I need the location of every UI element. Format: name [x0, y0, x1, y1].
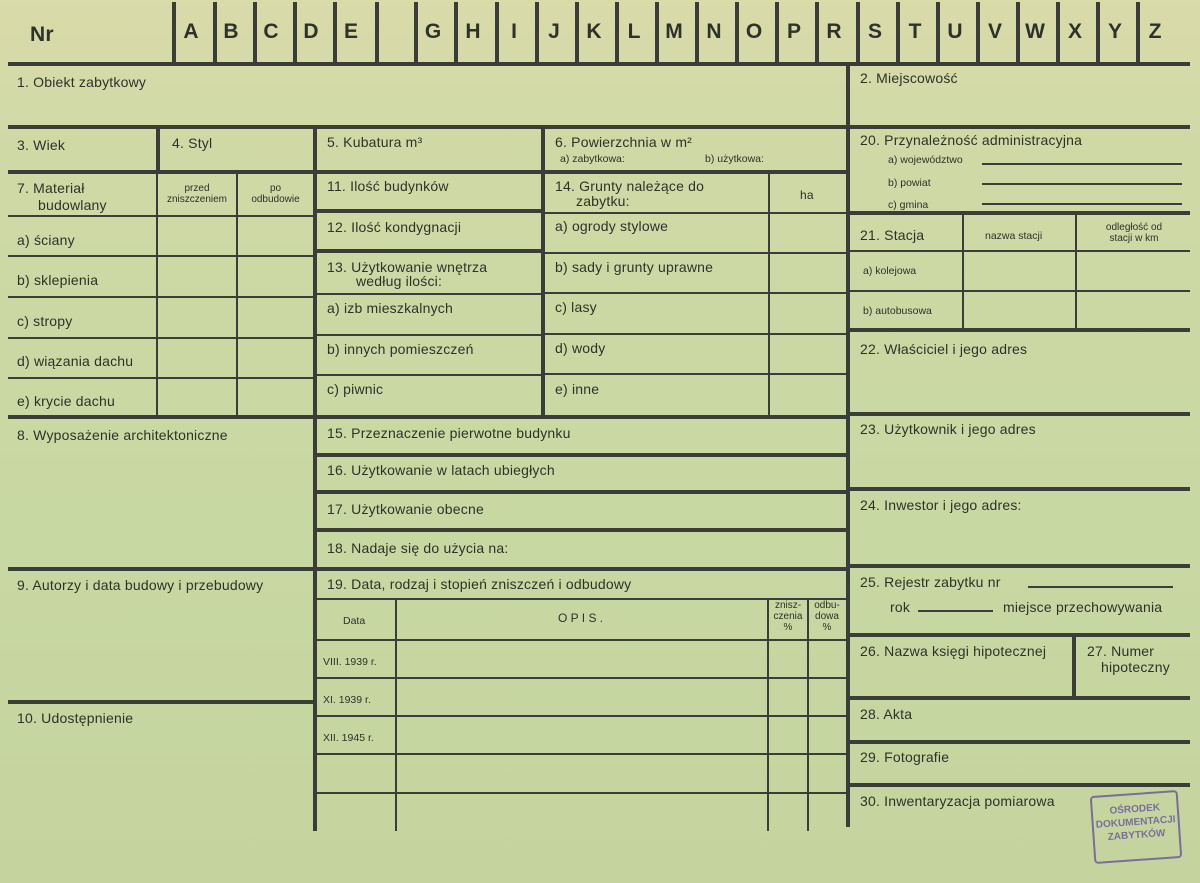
index-letter-b: B	[223, 20, 239, 43]
index-letter-s: S	[867, 20, 882, 43]
field-6b: b) użytkowa:	[705, 153, 764, 165]
field-22-wlasciciel: 22. Właściciel i jego adres	[860, 341, 1028, 357]
index-separator	[375, 2, 379, 62]
nr-label: Nr	[30, 23, 54, 46]
stamp-line-2: DOKUMENTACJI	[1095, 814, 1176, 831]
index-letter-k: K	[586, 20, 602, 43]
field-9-autorzy: 9. Autorzy i data budowy i przebudowy	[17, 577, 264, 593]
index-letter-j: J	[548, 20, 560, 43]
field-4-styl: 4. Styl	[172, 135, 213, 151]
index-separator	[454, 2, 458, 62]
col-zniszczenia-l2: czenia	[773, 611, 803, 622]
field-8-wyposazenie: 8. Wyposażenie architektoniczne	[17, 427, 228, 443]
index-separator	[815, 2, 819, 62]
index-separator	[535, 2, 539, 62]
field-20b: b) powiat	[888, 177, 931, 189]
index-letter-g: G	[424, 20, 442, 43]
index-separator	[253, 2, 257, 62]
index-separator	[213, 2, 217, 62]
stamp-line-1: OŚRODEK	[1109, 802, 1161, 817]
index-letter-h: H	[465, 20, 481, 43]
field-2-miejscowosc: 2. Miejscowość	[860, 70, 958, 86]
index-letter-u: U	[947, 20, 963, 43]
index-separator	[1096, 2, 1100, 62]
field-28-akta: 28. Akta	[860, 706, 913, 722]
index-separator	[414, 2, 418, 62]
index-letter-r: R	[826, 20, 842, 43]
index-letter-t: T	[908, 20, 922, 43]
index-separator	[655, 2, 659, 62]
field-14-l1: 14. Grunty należące do	[555, 178, 705, 194]
field-27-l1: 27. Numer	[1087, 643, 1155, 659]
field-21a: a) kolejowa	[863, 265, 917, 277]
index-letter-c: C	[263, 20, 279, 43]
field-20a: a) województwo	[888, 154, 963, 166]
field-7a: a) ściany	[17, 232, 75, 248]
field-7b: b) sklepienia	[17, 272, 99, 288]
field-21b: b) autobusowa	[863, 305, 932, 317]
field-15-przeznaczenie: 15. Przeznaczenie pierwotne budynku	[327, 425, 571, 441]
field-7c: c) stropy	[17, 313, 73, 329]
col-po-l2: odbudowie	[251, 194, 300, 205]
field-14d: d) wody	[555, 340, 606, 356]
index-separator	[936, 2, 940, 62]
field-13b: b) innych pomieszczeń	[327, 341, 474, 357]
index-separator	[1136, 2, 1140, 62]
index-letter-m: M	[665, 20, 683, 43]
field-13c: c) piwnic	[327, 381, 384, 397]
field-27-l2: hipoteczny	[1101, 659, 1170, 675]
index-letter-e: E	[343, 20, 358, 43]
field-29-fotografie: 29. Fotografie	[860, 749, 950, 765]
index-letter-y: Y	[1107, 20, 1122, 43]
field-13a: a) izb mieszkalnych	[327, 300, 453, 316]
field-20c: c) gmina	[888, 199, 929, 211]
row-date-2: XI. 1939 r.	[323, 694, 371, 706]
index-letter-d: D	[303, 20, 319, 43]
field-1-obiekt: 1. Obiekt zabytkowy	[17, 74, 147, 90]
index-separator	[495, 2, 499, 62]
index-separator	[1056, 2, 1060, 62]
field-12-kondygnacje: 12. Ilość kondygnacji	[327, 219, 462, 235]
index-separator	[293, 2, 297, 62]
field-16-uzytkowanie-ubiegle: 16. Użytkowanie w latach ubiegłych	[327, 462, 555, 478]
index-separator	[896, 2, 900, 62]
field-23-uzytkownik: 23. Użytkownik i jego adres	[860, 421, 1036, 437]
field-26-ksiega: 26. Nazwa księgi hipotecznej	[860, 643, 1047, 659]
col-przed-l2: zniszczeniem	[166, 194, 228, 205]
institution-stamp	[1090, 790, 1183, 864]
field-11-ilosc-budynkow: 11. Ilość budynków	[327, 178, 449, 194]
col-odbudowa-l3: %	[822, 622, 832, 633]
field-21-stacja: 21. Stacja	[860, 227, 925, 243]
field-17-uzytkowanie-obecne: 17. Użytkowanie obecne	[327, 501, 484, 517]
field-24-inwestor: 24. Inwestor i jego adres:	[860, 497, 1022, 513]
field-5-kubatura: 5. Kubatura m³	[327, 134, 423, 150]
index-separator	[1016, 2, 1020, 62]
index-separator	[735, 2, 739, 62]
index-letter-l: L	[627, 20, 641, 43]
index-separator	[775, 2, 779, 62]
col-opis: O P I S .	[558, 611, 604, 625]
row-date-3: XII. 1945 r.	[323, 732, 374, 744]
field-20-przynaleznosc: 20. Przynależność administracyjna	[860, 132, 1083, 148]
stamp-line-3: ZABYTKÓW	[1107, 827, 1166, 843]
col-odleglosc-l2: stacji w km	[1109, 233, 1159, 244]
field-3-wiek: 3. Wiek	[17, 137, 66, 153]
index-separator	[976, 2, 980, 62]
field-10-udostepnienie: 10. Udostępnienie	[17, 710, 134, 726]
index-separator	[333, 2, 337, 62]
index-separator	[856, 2, 860, 62]
field-6-powierzchnia: 6. Powierzchnia w m²	[555, 134, 693, 150]
field-6a: a) zabytkowa:	[560, 153, 625, 165]
col-zniszczenia-l1: znisz-	[774, 600, 802, 611]
col-po-l1: po	[269, 183, 282, 194]
index-letter-i: I	[511, 20, 517, 43]
field-25-miejsce: miejsce przechowywania	[1003, 599, 1163, 615]
index-letter-w: W	[1025, 20, 1045, 43]
field-25-rejestr: 25. Rejestr zabytku nr	[860, 574, 1001, 590]
col-odbudowa-l1: odbu-	[814, 600, 840, 611]
index-letter-x: X	[1067, 20, 1082, 43]
index-separator	[615, 2, 619, 62]
field-7-l2: budowlany	[38, 197, 107, 213]
field-7e: e) krycie dachu	[17, 393, 115, 409]
field-14-l2: zabytku:	[576, 193, 630, 209]
col-przed-l1: przed	[184, 183, 210, 194]
index-separator	[695, 2, 699, 62]
col-nazwa-stacji: nazwa stacji	[985, 230, 1043, 242]
col-odbudowa-l2: dowa	[815, 611, 839, 622]
field-30-inwentaryzacja: 30. Inwentaryzacja pomiarowa	[860, 793, 1055, 809]
col-odleglosc-l1: odległość od	[1105, 222, 1163, 233]
field-14b: b) sady i grunty uprawne	[555, 259, 714, 275]
index-letter-p: P	[786, 20, 801, 43]
field-14c: c) lasy	[555, 299, 597, 315]
index-letter-o: O	[745, 20, 763, 43]
col-zniszczenia-l3: %	[783, 622, 793, 633]
index-letter-n: N	[706, 20, 722, 43]
col-data: Data	[343, 615, 366, 627]
field-7-l1: 7. Materiał	[17, 180, 85, 196]
field-13-l2: według ilości:	[356, 273, 443, 289]
row-date-1: VIII. 1939 r.	[323, 656, 377, 668]
field-18-nadaje-sie: 18. Nadaje się do użycia na:	[327, 540, 509, 556]
index-letter-z: Z	[1148, 20, 1162, 43]
index-separator	[575, 2, 579, 62]
field-25-rok: rok	[890, 599, 911, 615]
field-13-l1: 13. Użytkowanie wnętrza	[327, 259, 488, 275]
field-19-zniszczenia: 19. Data, rodzaj i stopień zniszczeń i odbudowy	[327, 576, 632, 592]
index-letter-v: V	[987, 20, 1002, 43]
field-14e: e) inne	[555, 381, 600, 397]
field-7d: d) wiązania dachu	[17, 353, 134, 369]
index-letter-a: A	[183, 20, 199, 43]
field-14a: a) ogrody stylowe	[555, 218, 669, 234]
col-ha: ha	[800, 188, 814, 202]
